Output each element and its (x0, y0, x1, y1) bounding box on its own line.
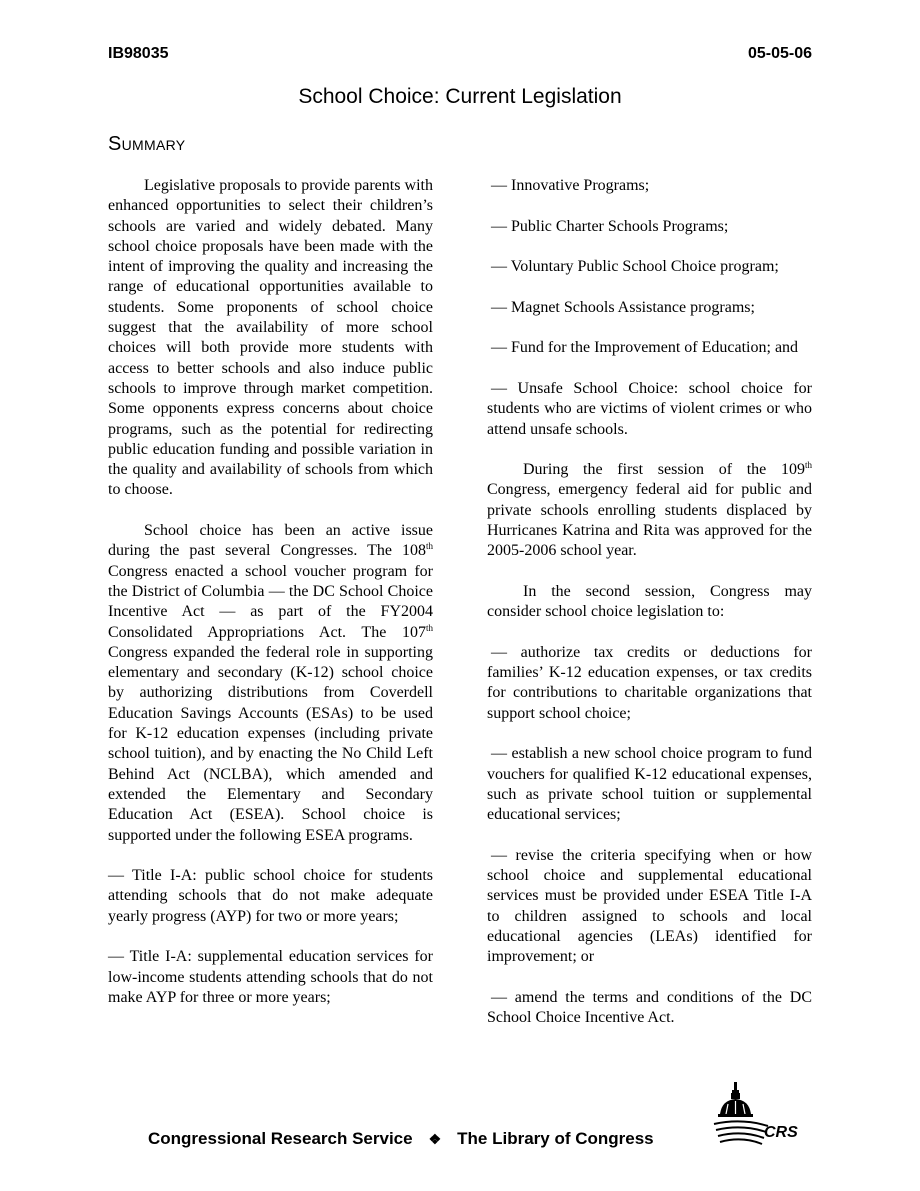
list-item: — establish a new school choice program to fund vouchers for qualified K-12 educational expenses, such as private school tuition or supplemental educational services; (487, 745, 812, 824)
list-item: — Title I-A: supplemental education services for low-income students attending schools that do not make AYP for three or more years; (108, 948, 433, 1006)
list-item: — Title I-A: public school choice for students attending schools that do not make adequate yearly progress (AYP) for two or more years; (108, 867, 433, 925)
list-item: — Magnet Schools Assistance programs; (491, 298, 755, 316)
page-title: School Choice: Current Legislation (298, 85, 622, 108)
first-session-paragraph: During the first session of the 109th Congress, emergency federal aid for public and private schools enrolling students displaced by Hurricanes Katrina and Rita was approved for the 2005-2006 school year. (487, 460, 812, 560)
list-item: — Innovative Programs; (491, 177, 650, 194)
footer-library-name: The Library of Congress (457, 1129, 654, 1148)
list-item: — amend the terms and conditions of the DC School Choice Incentive Act. (487, 988, 812, 1027)
right-column (487, 176, 812, 1049)
list-item: — revise the criteria specifying when or how school choice and supplemental educational services must be provided under ESEA Title I-A to children assigned to schools and local educational agencies (LEAs) identified for improvement; or (487, 846, 812, 966)
list-item: — Unsafe School Choice: school choice for students who are victims of violent crimes or who attend unsafe schools. (487, 379, 812, 438)
footer (148, 1128, 654, 1150)
list-item: — Fund for the Improvement of Education; and (491, 339, 799, 357)
intro-paragraph: Legislative proposals to provide parents with enhanced opportunities to select their children’s schools are varied and widely debated. Many school choice proposals have been made with the intent of improving the quality and increasing the range of educational opportunities available to students. Some proponents of school choice suggest that the availability of more school choices will both provide more students with access to better schools and also induce public schools to improve through market competition. Some opponents express concerns about choice programs, such as the potential for redirecting public education funding and possible variation in the quality and availability of schools from which to choose. (108, 177, 433, 499)
history-paragraph: School choice has been an active issue during the past several Congresses. The 108th Congress enacted a school voucher program for the District of Columbia — the DC School Choice Incentive Act — as part of the FY2004 Consolidated Appropriations Act. The 107th Congress expanded the federal role in supporting elementary and secondary (K-12) school choice by authorizing distributions from Coverdell Education Savings Accounts (ESAs) to be used for K-12 education expenses (including private school tuition), and by enacting the No Child Left Behind Act (NCLBA), which amended and extended the Elementary and Secondary Education Act (ESEA). School choice is supported under the following ESEA programs. (108, 522, 433, 844)
list-item: — authorize tax credits or deductions for families’ K-12 education expenses, or tax credits for contributions to charitable organizations that support school choice; (487, 643, 812, 722)
report-id: IB98035 (108, 45, 169, 62)
diamond-separator-icon: ❖ (428, 1131, 442, 1147)
report-date: 05-05-06 (747, 45, 812, 62)
second-session-paragraph: In the second session, Congress may consider school choice legislation to: (487, 582, 812, 621)
crs-logo-text: CRS (764, 1124, 798, 1141)
left-column (108, 176, 433, 1028)
list-item: — Public Charter Schools Programs; (491, 217, 729, 235)
list-item: — Voluntary Public School Choice program; (491, 258, 779, 276)
footer-crs-name: Congressional Research Service (148, 1129, 413, 1148)
crs-capitol-logo-icon (712, 1080, 812, 1148)
summary-heading: Summary (108, 133, 186, 155)
